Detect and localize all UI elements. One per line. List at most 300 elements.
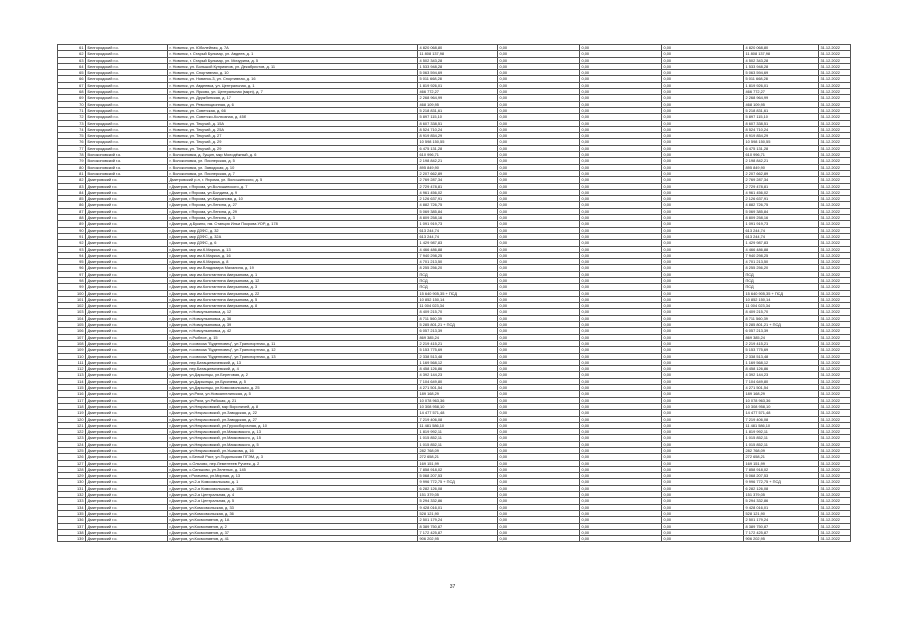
cell-amount-sum: 7 219 406,08 (744, 416, 819, 422)
table-row (58, 536, 851, 542)
cell-amount-total: 466 772,27 (418, 89, 498, 95)
cell-amount-sum: 613 244,74 (744, 233, 819, 239)
cell-address: г. Новинск, ул. Новинск-3, ул. Спортивная, д. 16 (168, 76, 418, 82)
cell-amount-sum: 1 091 919,73 (744, 221, 819, 227)
cell-completion-date: 31.12.2022 (819, 89, 851, 95)
cell-amount-federal: 0,00 (498, 45, 580, 51)
cell-amount-regional: 0,00 (580, 504, 662, 510)
cell-district: Белгородский г.о. (86, 51, 168, 57)
cell-district: Дмитровский г.о. (86, 385, 168, 391)
cell-amount-sum: 9 428 016,01 (744, 504, 819, 510)
cell-amount-regional: 0,00 (580, 63, 662, 69)
cell-amount-total: ПСД (418, 271, 498, 277)
cell-amount-regional: 0,00 (580, 57, 662, 63)
cell-district: Дмитровский г.о. (86, 189, 168, 195)
cell-amount-sum: 613 244,74 (744, 227, 819, 233)
cell-amount-local: 0,00 (662, 328, 744, 334)
cell-amount-sum: 2 207 662,89 (744, 170, 819, 176)
cell-row-number: 124 (58, 441, 86, 447)
cell-address: г.Дмитров, ул.Некрасовский, ул.Заводская, д. 22 (168, 410, 418, 416)
cell-amount-total: 8 409 215,70 (418, 309, 498, 315)
cell-amount-federal: 0,00 (498, 145, 580, 151)
cell-completion-date: 31.12.2022 (819, 498, 851, 504)
cell-amount-total: 11 808 137,98 (418, 51, 498, 57)
cell-amount-regional: 0,00 (580, 290, 662, 296)
cell-amount-total: 5 011 668,28 (418, 76, 498, 82)
cell-row-number: 122 (58, 429, 86, 435)
cell-amount-sum: 11 004 023,34 (744, 303, 819, 309)
cell-amount-local: 0,00 (662, 277, 744, 283)
cell-row-number: 127 (58, 460, 86, 466)
cell-amount-federal: 0,00 (498, 435, 580, 441)
cell-address: г. Новинск, ул. Авдеевка, ул. Центральная, д. 1 (168, 82, 418, 88)
cell-address: г.Дмитров, мкр им.Константина Аверьянова, д. 8 (168, 303, 418, 309)
cell-row-number: 101 (58, 296, 86, 302)
cell-row-number: 126 (58, 454, 86, 460)
cell-amount-total: 5 069 385,84 (418, 208, 498, 214)
cell-completion-date: 31.12.2022 (819, 133, 851, 139)
cell-amount-regional: 0,00 (580, 378, 662, 384)
cell-amount-sum: 8 809 258,16 (744, 215, 819, 221)
cell-amount-local: 0,00 (662, 252, 744, 258)
cell-district: Дмитровский г.о. (86, 416, 168, 422)
cell-row-number: 79 (58, 158, 86, 164)
cell-district: Дмитровский г.о. (86, 202, 168, 208)
cell-address: г.Дмитров, ул.Дарьинцы, ул.Береговая, д. 2 (168, 372, 418, 378)
cell-row-number: 97 (58, 271, 86, 277)
cell-amount-sum: ПСД (744, 284, 819, 290)
cell-row-number: 70 (58, 101, 86, 107)
cell-amount-total: 1 819 992,11 (418, 429, 498, 435)
cell-amount-regional: 0,00 (580, 397, 662, 403)
cell-completion-date: 31.12.2022 (819, 177, 851, 183)
cell-address: г.Дмитров, п.Новоульяновка, д. 36 (168, 315, 418, 321)
cell-amount-total: 8 255 256,20 (418, 265, 498, 271)
cell-amount-regional: 0,00 (580, 322, 662, 328)
cell-row-number: 104 (58, 315, 86, 321)
cell-amount-total: 9 996 772,75 + ПСД (418, 479, 498, 485)
cell-row-number: 128 (58, 466, 86, 472)
cell-address: г.Дмитров, мкр им.Константина Аверьянова, д. 3 (168, 284, 418, 290)
cell-address: г.Дмитров, ул.Космонавтов, д. 37 (168, 529, 418, 535)
cell-amount-total: 1 429 987,83 (418, 240, 498, 246)
cell-amount-local: 0,00 (662, 466, 744, 472)
cell-amount-total: 869 385,24 (418, 334, 498, 340)
cell-address: г.Дмитров, ул.Дарьинцы, ул.Бусичева, д. 5 (168, 378, 418, 384)
cell-address: г.Дмитров, ул.Дарьинцы, ул.Комсомольская, д. 25 (168, 385, 418, 391)
cell-row-number: 130 (58, 479, 86, 485)
cell-amount-regional: 0,00 (580, 196, 662, 202)
cell-amount-federal: 0,00 (498, 57, 580, 63)
cell-address: г.Дмитров, ул.Космонавтов, д. 41 (168, 536, 418, 542)
cell-amount-sum: 5 063 594,69 (744, 70, 819, 76)
cell-amount-sum: 4 392 144,23 (744, 372, 819, 378)
cell-amount-sum: 8 919 854,29 (744, 133, 819, 139)
cell-amount-local: 0,00 (662, 435, 744, 441)
cell-amount-federal: 0,00 (498, 378, 580, 384)
cell-amount-regional: 0,00 (580, 208, 662, 214)
cell-amount-sum: 4 882 726,75 (744, 202, 819, 208)
cell-amount-local: 0,00 (662, 473, 744, 479)
cell-amount-sum: 282 768,09 (744, 448, 819, 454)
cell-amount-regional: 0,00 (580, 259, 662, 265)
cell-amount-total: 14 477 571,48 (418, 410, 498, 416)
cell-completion-date: 31.12.2022 (819, 347, 851, 353)
cell-row-number: 99 (58, 284, 86, 290)
cell-amount-regional: 0,00 (580, 347, 662, 353)
cell-amount-local: 0,00 (662, 315, 744, 321)
cell-completion-date: 31.12.2022 (819, 183, 851, 189)
cell-district: Белгородский г.о. (86, 126, 168, 132)
cell-amount-federal: 0,00 (498, 277, 580, 283)
cell-amount-regional: 0,00 (580, 523, 662, 529)
cell-amount-sum: 10 078 963,36 (744, 397, 819, 403)
cell-address: г.Дмитров, мкр им.Константина Аверьянова, д. 22 (168, 290, 418, 296)
cell-amount-federal: 0,00 (498, 372, 580, 378)
cell-row-number: 62 (58, 51, 86, 57)
cell-completion-date: 31.12.2022 (819, 57, 851, 63)
register-table (57, 44, 851, 542)
cell-district: Дмитровский г.о. (86, 422, 168, 428)
cell-amount-federal: 0,00 (498, 315, 580, 321)
cell-address: г.Дмитров, ул.Комсомольская, д. 36 (168, 510, 418, 516)
cell-amount-regional: 0,00 (580, 215, 662, 221)
cell-amount-regional: 0,00 (580, 485, 662, 491)
cell-amount-local: 0,00 (662, 460, 744, 466)
cell-amount-sum: 1 819 926,01 (744, 82, 819, 88)
cell-amount-sum: 869 385,24 (744, 334, 819, 340)
cell-district: Волоконовский г.о. (86, 158, 168, 164)
cell-amount-regional: 0,00 (580, 271, 662, 277)
cell-district: Дмитровский г.о. (86, 536, 168, 542)
cell-address: г. Волоконовка, ул. Пионерская, д. 5 (168, 158, 418, 164)
cell-row-number: 118 (58, 403, 86, 409)
cell-completion-date: 31.12.2022 (819, 120, 851, 126)
cell-amount-federal: 0,00 (498, 259, 580, 265)
cell-amount-regional: 0,00 (580, 114, 662, 120)
cell-completion-date: 31.12.2022 (819, 536, 851, 542)
cell-address: г.Дмитров, п.совхоза "Буденновец", ул.Транспортная, д. 11 (168, 340, 418, 346)
cell-completion-date: 31.12.2022 (819, 391, 851, 397)
cell-amount-federal: 0,00 (498, 366, 580, 372)
cell-amount-federal: 0,00 (498, 479, 580, 485)
cell-amount-federal: 0,00 (498, 164, 580, 170)
cell-amount-sum: 14 477 571,48 (744, 410, 819, 416)
cell-amount-regional: 0,00 (580, 221, 662, 227)
cell-row-number: 69 (58, 95, 86, 101)
cell-amount-total: 7 172 425,87 (418, 529, 498, 535)
cell-completion-date: 31.12.2022 (819, 353, 851, 359)
cell-amount-total: 528 121,90 (418, 510, 498, 516)
cell-amount-federal: 0,00 (498, 504, 580, 510)
cell-address: г.Дмитров, мкр им.Константина Аверьянова, д. 1 (168, 271, 418, 277)
cell-amount-sum: 1 533 948,28 (744, 63, 819, 69)
cell-district: Белгородский г.о. (86, 76, 168, 82)
cell-amount-regional: 0,00 (580, 45, 662, 51)
cell-completion-date: 31.12.2022 (819, 366, 851, 372)
cell-address: г.Дмитров, ул.2-я Центральная, д. 5 (168, 498, 418, 504)
register-table-body (58, 45, 851, 542)
cell-district: Дмитровский г.о. (86, 240, 168, 246)
cell-amount-federal: 0,00 (498, 120, 580, 126)
cell-amount-total: 4 466 486,88 (418, 246, 498, 252)
cell-amount-regional: 0,00 (580, 410, 662, 416)
cell-completion-date: 31.12.2022 (819, 170, 851, 176)
cell-amount-local: 0,00 (662, 76, 744, 82)
cell-amount-sum: 7 104 649,80 (744, 378, 819, 384)
cell-completion-date: 31.12.2022 (819, 328, 851, 334)
cell-amount-regional: 0,00 (580, 429, 662, 435)
cell-amount-regional: 0,00 (580, 120, 662, 126)
cell-district: Дмитровский г.о. (86, 391, 168, 397)
cell-amount-sum: 4 820 068,80 (744, 45, 819, 51)
cell-amount-local: 0,00 (662, 296, 744, 302)
cell-amount-federal: 0,00 (498, 517, 580, 523)
cell-district: Белгородский г.о. (86, 57, 168, 63)
cell-completion-date: 31.12.2022 (819, 340, 851, 346)
cell-amount-total: 15 640 905,35 + ПСД (418, 290, 498, 296)
cell-amount-regional: 0,00 (580, 315, 662, 321)
cell-address: г.Дмитров, ул.2-я Комсомольская, д. 1 (168, 479, 418, 485)
cell-amount-federal: 0,00 (498, 208, 580, 214)
cell-district: Дмитровский г.о. (86, 252, 168, 258)
cell-completion-date: 31.12.2022 (819, 397, 851, 403)
cell-address: г. Новинск, ул. Революционная, д. 6 (168, 101, 418, 107)
cell-row-number: 135 (58, 510, 86, 516)
cell-amount-local: 0,00 (662, 126, 744, 132)
cell-row-number: 85 (58, 196, 86, 202)
cell-district: Дмитровский г.о. (86, 265, 168, 271)
cell-address: г. Новинск, ул. Текучий, д. 27 (168, 133, 418, 139)
cell-district: Дмитровский г.о. (86, 403, 168, 409)
cell-amount-sum: 5 069 385,84 (744, 208, 819, 214)
cell-amount-regional: 0,00 (580, 416, 662, 422)
cell-amount-federal: 0,00 (498, 466, 580, 472)
cell-amount-federal: 0,00 (498, 397, 580, 403)
cell-amount-federal: 0,00 (498, 170, 580, 176)
cell-district: Дмитровский г.о. (86, 277, 168, 283)
cell-amount-regional: 0,00 (580, 101, 662, 107)
cell-address: г.Дмитров, с.Синьково, ул.Зеленых, д. 145 (168, 466, 418, 472)
cell-row-number: 89 (58, 221, 86, 227)
cell-district: Дмитровский г.о. (86, 284, 168, 290)
cell-amount-federal: 0,00 (498, 492, 580, 498)
cell-address: г.Дмитров, пер.Батацкевичевский, д. 13 (168, 359, 418, 365)
cell-row-number: 117 (58, 397, 86, 403)
cell-amount-total: 151 379,05 (418, 492, 498, 498)
cell-amount-local: 0,00 (662, 120, 744, 126)
cell-amount-regional: 0,00 (580, 277, 662, 283)
cell-completion-date: 31.12.2022 (819, 473, 851, 479)
cell-amount-total: 906 202,95 (418, 536, 498, 542)
cell-amount-total: 1 169 568,12 (418, 359, 498, 365)
cell-amount-federal: 0,00 (498, 82, 580, 88)
cell-amount-federal: 0,00 (498, 107, 580, 113)
page-number: 37 (449, 584, 456, 590)
cell-district: Волоконовский г.о. (86, 164, 168, 170)
cell-amount-regional: 0,00 (580, 89, 662, 95)
cell-amount-federal: 0,00 (498, 76, 580, 82)
cell-completion-date: 31.12.2022 (819, 70, 851, 76)
cell-completion-date: 31.12.2022 (819, 517, 851, 523)
cell-amount-federal: 0,00 (498, 271, 580, 277)
cell-district: Белгородский г.о. (86, 45, 168, 51)
cell-amount-regional: 0,00 (580, 328, 662, 334)
cell-amount-total: 11 481 586,10 (418, 422, 498, 428)
register-sheet (57, 44, 850, 542)
cell-row-number: 112 (58, 366, 86, 372)
cell-amount-sum: 5 285 801,21 + ПСД (744, 322, 819, 328)
cell-amount-local: 0,00 (662, 359, 744, 365)
cell-amount-regional: 0,00 (580, 170, 662, 176)
cell-amount-sum: 4 466 486,88 (744, 246, 819, 252)
cell-amount-local: 0,00 (662, 429, 744, 435)
cell-row-number: 80 (58, 164, 86, 170)
cell-amount-federal: 0,00 (498, 139, 580, 145)
cell-completion-date: 31.12.2022 (819, 448, 851, 454)
cell-amount-local: 0,00 (662, 378, 744, 384)
cell-completion-date: 31.12.2022 (819, 95, 851, 101)
cell-amount-sum: 4 961 456,02 (744, 189, 819, 195)
cell-district: Дмитровский г.о. (86, 492, 168, 498)
cell-district: Белгородский г.о. (86, 114, 168, 120)
cell-amount-federal: 0,00 (498, 89, 580, 95)
cell-amount-sum: 15 640 905,35 + ПСД (744, 290, 819, 296)
cell-amount-sum: 6 057 213,39 (744, 328, 819, 334)
cell-amount-sum: 189 168,29 (744, 391, 819, 397)
cell-amount-regional: 0,00 (580, 498, 662, 504)
cell-amount-federal: 0,00 (498, 340, 580, 346)
cell-amount-total: 2 501 179,24 (418, 517, 498, 523)
cell-row-number: 91 (58, 233, 86, 239)
cell-district: Белгородский г.о. (86, 101, 168, 107)
cell-district: Дмитровский г.о. (86, 448, 168, 454)
cell-amount-regional: 0,00 (580, 233, 662, 239)
cell-amount-federal: 0,00 (498, 189, 580, 195)
cell-amount-total: 8 809 258,16 (418, 215, 498, 221)
cell-amount-local: 0,00 (662, 164, 744, 170)
cell-address: г.Дмитров, ул.Некрасовский, мкр Вороничей, д. 8 (168, 403, 418, 409)
cell-row-number: 75 (58, 133, 86, 139)
cell-district: Дмитровский г.о. (86, 227, 168, 233)
cell-completion-date: 31.12.2022 (819, 403, 851, 409)
cell-amount-federal: 0,00 (498, 246, 580, 252)
cell-amount-local: 0,00 (662, 284, 744, 290)
cell-amount-local: 0,00 (662, 416, 744, 422)
cell-amount-federal: 0,00 (498, 227, 580, 233)
cell-district: Дмитровский г.о. (86, 460, 168, 466)
cell-amount-sum: 2 268 964,99 (744, 95, 819, 101)
cell-district: Дмитровский г.о. (86, 510, 168, 516)
cell-address: г.Дмитров, г.Яхрома, ул.Болдина, д. 9 (168, 189, 418, 195)
cell-row-number: 65 (58, 70, 86, 76)
cell-amount-sum: 151 379,05 (744, 492, 819, 498)
cell-amount-sum: 6 475 131,28 (744, 145, 819, 151)
cell-amount-regional: 0,00 (580, 107, 662, 113)
cell-address: г. Новинск, ул. Текучий, д. 29 (168, 139, 418, 145)
cell-amount-local: 0,00 (662, 152, 744, 158)
cell-district: Дмитровский г.о. (86, 485, 168, 491)
cell-amount-total: 7 858 918,02 (418, 466, 498, 472)
cell-address: г.Дмитров, ул.Космонавтов, д. 1А (168, 517, 418, 523)
cell-district: Волоконовский г.о. (86, 152, 168, 158)
cell-amount-local: 0,00 (662, 271, 744, 277)
cell-row-number: 74 (58, 126, 86, 132)
cell-district: Дмитровский г.о. (86, 429, 168, 435)
cell-completion-date: 31.12.2022 (819, 240, 851, 246)
cell-district: Дмитровский г.о. (86, 221, 168, 227)
cell-completion-date: 31.12.2022 (819, 202, 851, 208)
cell-completion-date: 31.12.2022 (819, 82, 851, 88)
cell-row-number: 137 (58, 523, 86, 529)
cell-completion-date: 31.12.2022 (819, 265, 851, 271)
cell-amount-regional: 0,00 (580, 164, 662, 170)
cell-amount-local: 0,00 (662, 340, 744, 346)
cell-amount-sum: 1 015 852,11 (744, 435, 819, 441)
cell-amount-federal: 0,00 (498, 385, 580, 391)
cell-amount-sum: 11 808 137,98 (744, 51, 819, 57)
cell-district: Дмитровский г.о. (86, 435, 168, 441)
cell-amount-sum: 7 940 298,25 (744, 252, 819, 258)
cell-amount-local: 0,00 (662, 57, 744, 63)
cell-amount-total: 5 285 801,21 + ПСД (418, 322, 498, 328)
cell-completion-date: 31.12.2022 (819, 435, 851, 441)
cell-amount-regional: 0,00 (580, 460, 662, 466)
cell-amount-regional: 0,00 (580, 448, 662, 454)
cell-row-number: 64 (58, 63, 86, 69)
cell-address: г.Дмитров, п.Новоульяновка, д. 42 (168, 328, 418, 334)
cell-amount-sum: ПСД (744, 277, 819, 283)
cell-district: Дмитровский г.о. (86, 233, 168, 239)
cell-district: Дмитровский г.о. (86, 196, 168, 202)
cell-amount-local: 0,00 (662, 510, 744, 516)
cell-completion-date: 31.12.2022 (819, 529, 851, 535)
cell-completion-date: 31.12.2022 (819, 63, 851, 69)
cell-amount-total: 1 015 852,11 (418, 441, 498, 447)
cell-district: Белгородский г.о. (86, 107, 168, 113)
cell-amount-federal: 0,00 (498, 410, 580, 416)
cell-amount-local: 0,00 (662, 246, 744, 252)
cell-completion-date: 31.12.2022 (819, 322, 851, 328)
cell-amount-local: 0,00 (662, 240, 744, 246)
cell-address: г. Новинск, ул. Ярково, ул. Центральная (мкрн), д. 7 (168, 89, 418, 95)
cell-district: Дмитровский г.о. (86, 529, 168, 535)
cell-amount-federal: 0,00 (498, 265, 580, 271)
cell-amount-sum: 169 151,99 (744, 460, 819, 466)
cell-amount-regional: 0,00 (580, 189, 662, 195)
cell-district: Белгородский г.о. (86, 120, 168, 126)
cell-completion-date: 31.12.2022 (819, 334, 851, 340)
cell-amount-total: 8 711 560,39 (418, 315, 498, 321)
cell-amount-local: 0,00 (662, 89, 744, 95)
cell-row-number: 98 (58, 277, 86, 283)
cell-amount-regional: 0,00 (580, 183, 662, 189)
cell-amount-local: 0,00 (662, 385, 744, 391)
cell-amount-federal: 0,00 (498, 328, 580, 334)
cell-amount-local: 0,00 (662, 523, 744, 529)
cell-amount-local: 0,00 (662, 441, 744, 447)
cell-completion-date: 31.12.2022 (819, 196, 851, 202)
cell-address: г. Новинск, ул. Юбилейная, д. 7А (168, 45, 418, 51)
cell-row-number: 61 (58, 45, 86, 51)
cell-amount-sum: 2 219 415,21 (744, 340, 819, 346)
cell-row-number: 87 (58, 208, 86, 214)
cell-row-number: 105 (58, 322, 86, 328)
cell-row-number: 93 (58, 246, 86, 252)
cell-district: Дмитровский г.о. (86, 208, 168, 214)
cell-amount-regional: 0,00 (580, 372, 662, 378)
cell-amount-regional: 0,00 (580, 51, 662, 57)
